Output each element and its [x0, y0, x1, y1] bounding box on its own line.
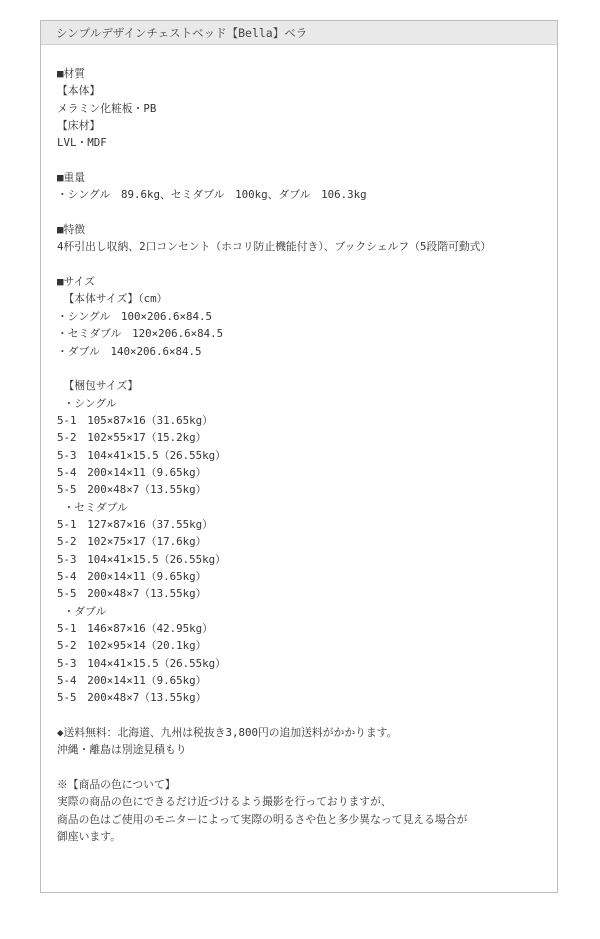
section-line: ・ダブル — [57, 604, 107, 618]
section-line: 御座います。 — [57, 830, 121, 844]
section-package — [57, 377, 553, 707]
section-gap — [57, 360, 553, 377]
section-line: 5-4 200×14×11（9.65kg） — [57, 569, 207, 583]
section-heading: ■重量 — [57, 171, 86, 185]
section-line: メラミン化粧板・PB — [57, 101, 157, 115]
section-features — [57, 221, 553, 256]
section-shipping — [57, 724, 553, 759]
section-line: 5-2 102×55×17（15.2kg） — [57, 431, 207, 445]
section-line: 4杯引出し収納、2口コンセント（ホコリ防止機能付き）、ブックシェルフ（5段階可動式） — [57, 240, 492, 254]
section-material — [57, 65, 553, 152]
section-heading: ■特徴 — [57, 223, 86, 237]
section-line: 5-3 104×41×15.5（26.55kg） — [57, 448, 226, 462]
section-line: 5-4 200×14×11（9.65kg） — [57, 465, 207, 479]
section-line: 5-3 104×41×15.5（26.55kg） — [57, 656, 226, 670]
section-line: ・シングル 100×206.6×84.5 — [57, 309, 212, 323]
spec-panel — [40, 20, 558, 893]
section-heading: ■材質 — [57, 67, 86, 80]
section-line: 5-2 102×95×14（20.1kg） — [57, 639, 207, 653]
section-line: ・セミダブル 120×206.6×84.5 — [57, 327, 224, 341]
section-line: 5-5 200×48×7（13.55kg） — [57, 691, 207, 705]
section-line: 5-1 146×87×16（42.95kg） — [57, 622, 213, 635]
panel-title: シンプルデザインチェストベッド【Bella】ベラ — [41, 21, 557, 45]
section-gap — [57, 152, 553, 169]
section-gap — [57, 707, 553, 724]
section-gap — [57, 204, 553, 221]
section-line: 5-5 200×48×7（13.55kg） — [57, 483, 207, 497]
section-line: 【本体サイズ】（cm） — [57, 292, 168, 306]
section-heading: ■サイズ — [57, 275, 96, 289]
section-line: 5-3 104×41×15.5（26.55kg） — [57, 552, 226, 566]
section-line: ・シングル 89.6kg、セミダブル 100kg、ダブル 106.3kg — [57, 188, 367, 202]
section-gap — [57, 759, 553, 776]
section-line: 5-1 127×87×16（37.55kg） — [57, 517, 213, 531]
section-size — [57, 273, 553, 360]
section-line: 5-1 105×87×16（31.65kg） — [57, 413, 213, 427]
section-color-note — [57, 776, 553, 845]
section-line: 5-4 200×14×11（9.65kg） — [57, 674, 207, 688]
section-heading: ◆送料無料：北海道、九州は税抜き3,800円の追加送料がかかります。 — [57, 726, 398, 740]
section-line: 実際の商品の色にできるだけ近づけるよう撮影を行っておりますが、 — [57, 795, 392, 809]
section-line: ・ダブル 140×206.6×84.5 — [57, 344, 202, 358]
section-line: 5-2 102×75×17（17.6kg） — [57, 535, 207, 549]
section-line: 沖縄・離島は別途見積もり — [57, 743, 187, 757]
section-line: 5-5 200×48×7（13.55kg） — [57, 587, 207, 601]
section-line: 【床材】 — [57, 119, 101, 133]
section-line: 商品の色はご使用のモニターによって実際の明るさや色と多少異なって見える場合が — [57, 812, 468, 826]
section-line: LVL・MDF — [57, 136, 107, 150]
spec-body — [57, 65, 553, 845]
section-line: ・シングル — [57, 396, 117, 410]
section-gap — [57, 256, 553, 273]
section-heading: ※【商品の色について】 — [57, 778, 176, 792]
section-line: ・セミダブル — [57, 500, 128, 514]
section-line: 【本体】 — [57, 84, 101, 98]
section-heading: 【梱包サイズ】 — [57, 379, 139, 393]
section-weight — [57, 169, 553, 204]
